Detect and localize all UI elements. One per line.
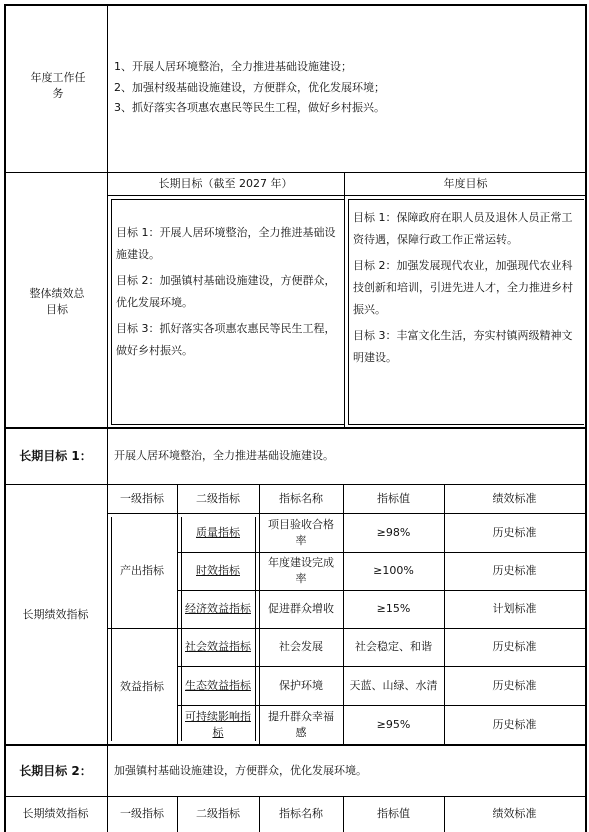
- annual-goal-item: 目标 3：丰富文化生活，夯实村镇两级精神文明建设。: [353, 329, 573, 364]
- header-level2: 二级指标: [196, 807, 240, 820]
- long-term-goals-list: [116, 222, 338, 362]
- indicators-2-label: 长期绩效指标: [22, 807, 89, 820]
- header-standard: 绩效标准: [492, 491, 537, 505]
- level1-output: 产出指标: [120, 563, 164, 577]
- divider: [348, 199, 349, 424]
- header-value: 指标值: [377, 807, 410, 820]
- header-name: 指标名称: [279, 491, 323, 505]
- level2-timeliness: 时效指标: [196, 564, 240, 577]
- annual-goal-header: 年度目标: [443, 176, 488, 190]
- indicator-name: 项目验收合格率: [268, 517, 334, 547]
- indicator-name: 社会发展: [279, 640, 323, 653]
- divider: [348, 199, 584, 200]
- long-goal-2-text: 加强镇村基础设施建设，方便群众，优化发展环境。: [114, 763, 367, 777]
- table-border-top: [4, 4, 587, 6]
- divider: [111, 199, 344, 200]
- indicator-value: ≥100%: [373, 564, 414, 577]
- header-standard: 绩效标准: [492, 807, 537, 820]
- indicator-name: 促进群众增收: [268, 602, 334, 615]
- divider: [107, 172, 108, 428]
- indicator-standard: 历史标准: [492, 678, 537, 692]
- divider: [344, 172, 345, 428]
- long-goal-1-label: 长期目标 1：: [19, 449, 92, 463]
- divider: [181, 517, 182, 741]
- indicator-standard: 历史标准: [492, 564, 537, 577]
- header-value: 指标值: [377, 491, 410, 505]
- long-term-goal-item: 目标 2：加强镇村基础设施建设，方便群众，优化发展环境。: [116, 274, 336, 309]
- level2-economic: 经济效益指标: [185, 602, 251, 615]
- indicator-standard: 历史标准: [492, 640, 537, 653]
- divider: [348, 424, 584, 425]
- indicator-value: ≥98%: [376, 525, 411, 539]
- indicators-1-label: 长期绩效指标: [22, 607, 89, 621]
- divider: [107, 428, 108, 484]
- long-term-goal-header: 长期目标（截至 2027 年）: [158, 176, 293, 190]
- divider: [255, 517, 256, 741]
- annual-tasks-list: [114, 56, 579, 118]
- indicator-value: 天蓝、山绿、水清: [349, 678, 438, 692]
- indicator-value: 社会稳定、和谐: [355, 640, 432, 653]
- indicator-name: 保护环境: [279, 678, 323, 692]
- annual-task-item: 1、开展人居环境整治，全力推进基础设施建设；: [114, 60, 352, 73]
- long-goal-2-label: 长期目标 2：: [19, 763, 92, 778]
- long-term-goal-item: 目标 1：开展人居环境整治，全力推进基础设施建设。: [116, 226, 336, 261]
- annual-goal-item: 目标 1：保障政府在职人员及退休人员正常工资待遇，保障行政工作正常运转。: [353, 211, 573, 246]
- indicator-standard: 历史标准: [492, 717, 537, 731]
- divider: [107, 745, 108, 796]
- level1-benefit: 效益指标: [120, 679, 164, 693]
- divider: [111, 199, 112, 424]
- level2-ecological: 生态效益指标: [185, 678, 251, 692]
- divider: [107, 195, 587, 196]
- header-level1: 一级指标: [120, 807, 164, 820]
- divider: [107, 4, 108, 172]
- indicator-standard: 历史标准: [492, 525, 537, 539]
- level2-quality: 质量指标: [196, 525, 240, 539]
- long-goal-1-text: 开展人居环境整治，全力推进基础设施建设。: [114, 449, 334, 462]
- header-level2: 二级指标: [196, 491, 240, 505]
- header-level1: 一级指标: [120, 491, 164, 505]
- divider: [111, 424, 344, 425]
- overall-goals-label: 整体绩效总目标: [29, 287, 85, 316]
- annual-tasks-label: 年度工作任务: [30, 71, 86, 100]
- long-term-goal-item: 目标 3：抓好落实各项惠农惠民等民生工程，做好乡村振兴。: [116, 322, 336, 357]
- indicator-standard: 计划标准: [492, 602, 537, 615]
- level2-sustainability: 可持续影响指标: [185, 709, 251, 739]
- level2-social: 社会效益指标: [185, 640, 251, 653]
- annual-task-item: 3、抓好落实各项惠农惠民等民生工程，做好乡村振兴。: [114, 101, 385, 114]
- indicator-name: 年度建设完成率: [268, 556, 334, 585]
- table-border-right: [585, 4, 587, 832]
- indicator-name: 提升群众幸福感: [268, 709, 334, 739]
- annual-task-item: 2、加强村级基础设施建设，方便群众，优化发展环境；: [114, 81, 385, 94]
- indicator-value: ≥15%: [376, 602, 411, 615]
- header-name: 指标名称: [279, 807, 323, 820]
- annual-goal-item: 目标 2：加强发展现代农业，加强现代农业科技创新和培训，引进先进人才，全力推进乡村振兴。: [353, 259, 573, 316]
- annual-goals-list: [353, 207, 579, 369]
- indicator-value: ≥95%: [376, 717, 411, 731]
